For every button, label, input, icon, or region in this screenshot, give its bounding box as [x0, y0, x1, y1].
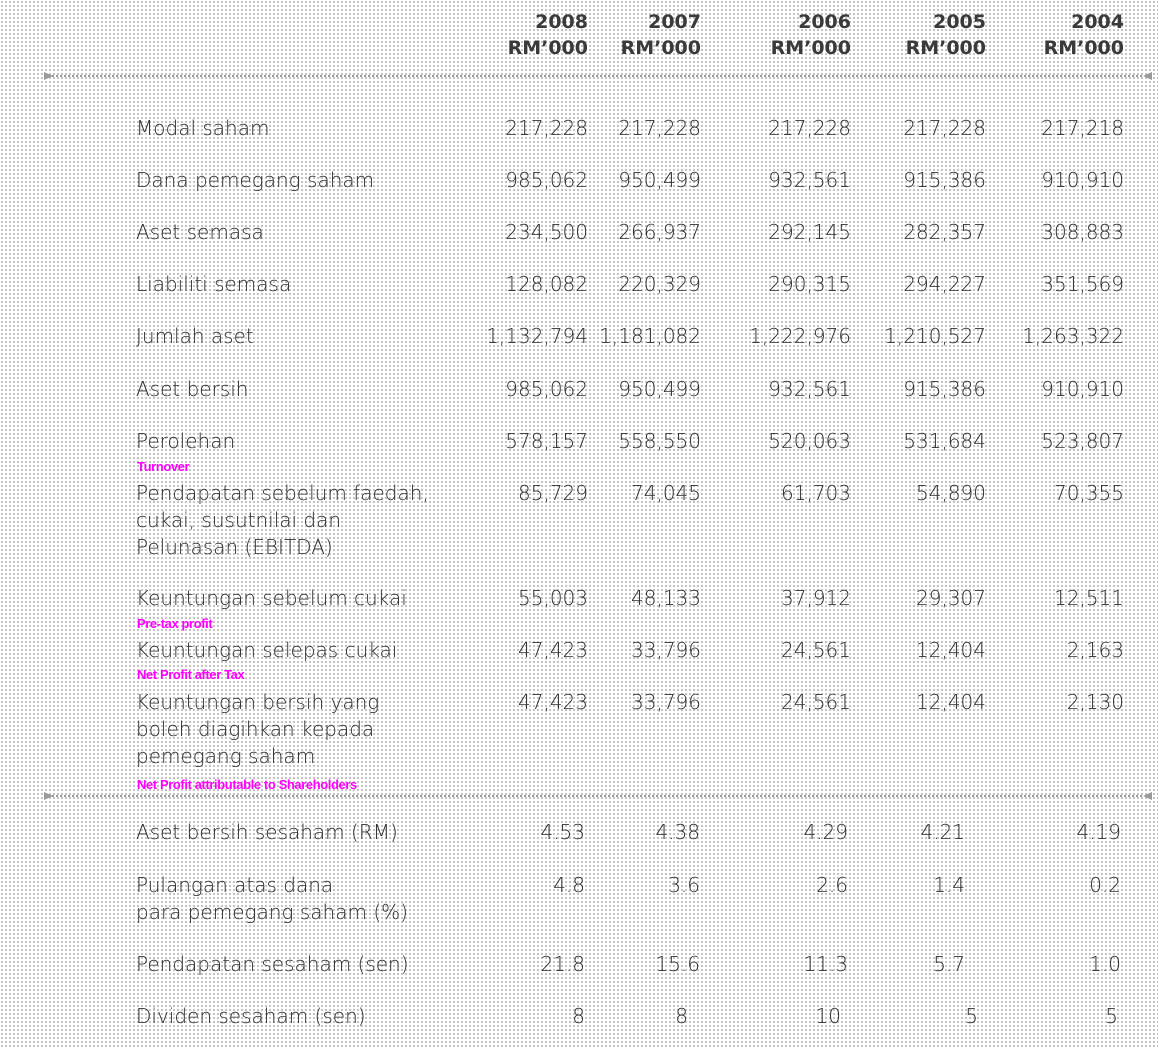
- value-cell: 1,181,082: [599, 324, 701, 348]
- value-cell: 308,883: [1041, 220, 1124, 244]
- row-label-line: cukai, susutnilai dan: [136, 508, 342, 532]
- row-label-line: Pendapatan sesaham (sen): [136, 952, 409, 976]
- value-cell: 48,133: [631, 586, 701, 610]
- row-label-line: pemegang saham: [136, 744, 316, 768]
- value-cell: 24,561: [781, 638, 851, 662]
- value-cell: 217,228: [768, 116, 851, 140]
- value-cell: 915,386: [903, 168, 986, 192]
- column-header-2005: [906, 9, 986, 61]
- value-cell: 520,063: [768, 429, 851, 453]
- row-label-line: Pulangan atas dana: [136, 873, 334, 897]
- value-cell: 29,307: [916, 586, 986, 610]
- row-label-line: Keuntungan selepas cukai: [136, 638, 398, 662]
- value-cell: 4.21: [920, 820, 965, 844]
- row-label-line: Liabiliti semasa: [136, 272, 292, 296]
- column-unit: RM’000: [507, 37, 588, 59]
- divider-line: [52, 795, 1144, 797]
- row-label-pulangan-atas-dana: [136, 872, 408, 926]
- value-cell: 1,210,527: [884, 324, 986, 348]
- column-year: 2008: [535, 11, 588, 33]
- value-cell: 2,130: [1066, 690, 1124, 714]
- divider-line: [52, 75, 1144, 77]
- value-cell: 266,937: [618, 220, 701, 244]
- row-label-line: Aset bersih sesaham (RM): [136, 820, 398, 844]
- value-cell: 15.6: [655, 952, 700, 976]
- column-unit: RM’000: [1043, 37, 1124, 59]
- value-cell: 10: [815, 1004, 841, 1028]
- value-cell: 3.6: [668, 873, 700, 897]
- value-cell: 294,227: [903, 272, 986, 296]
- row-label-aset-bersih: [136, 376, 248, 403]
- column-header-2008: [508, 9, 588, 61]
- translation-turnover: Turnover: [137, 459, 190, 474]
- value-cell: 128,082: [505, 272, 588, 296]
- row-label-line: Modal saham: [136, 116, 270, 140]
- row-label-aset-semasa: [136, 219, 264, 246]
- column-year: 2005: [933, 11, 986, 33]
- value-cell: 2,163: [1066, 638, 1124, 662]
- value-cell: 54,890: [916, 481, 986, 505]
- column-year: 2006: [798, 11, 851, 33]
- row-label-keuntungan-selepas-cukai: [136, 637, 397, 664]
- value-cell: 47,423: [518, 638, 588, 662]
- row-label-line: Aset semasa: [136, 220, 264, 244]
- column-unit: RM’000: [770, 37, 851, 59]
- row-label-dana-pemegang-saham: [136, 167, 374, 194]
- row-label-line: Aset bersih: [136, 377, 249, 401]
- row-label-line: Pelunasan (EBITDA): [136, 535, 333, 559]
- row-label-pendapatan-sesaham: [136, 951, 409, 978]
- column-header-2004: [1044, 9, 1124, 61]
- row-label-line: Keuntungan sebelum cukai: [136, 586, 407, 610]
- value-cell: 351,569: [1041, 272, 1124, 296]
- value-cell: 8: [572, 1004, 585, 1028]
- value-cell: 282,357: [903, 220, 986, 244]
- row-label-line: Dividen sesaham (sen): [136, 1004, 366, 1028]
- value-cell: 292,145: [768, 220, 851, 244]
- value-cell: 12,404: [916, 690, 986, 714]
- value-cell: 61,703: [781, 481, 851, 505]
- value-cell: 8: [675, 1004, 688, 1028]
- value-cell: 932,561: [768, 168, 851, 192]
- column-header-2006: [771, 9, 851, 61]
- row-label-line: Dana pemegang saham: [136, 168, 375, 192]
- row-label-aset-bersih-sesaham: [136, 819, 398, 846]
- value-cell: 915,386: [903, 377, 986, 401]
- value-cell: 5: [965, 1004, 978, 1028]
- row-label-ebitda: [136, 480, 429, 561]
- column-unit: RM’000: [620, 37, 701, 59]
- value-cell: 21.8: [540, 952, 585, 976]
- value-cell: 4.38: [655, 820, 700, 844]
- value-cell: 33,796: [631, 690, 701, 714]
- value-cell: 985,062: [505, 168, 588, 192]
- value-cell: 523,807: [1041, 429, 1124, 453]
- column-header-2007: [621, 9, 701, 61]
- translation-net-profit-after-tax: Net Profit after Tax: [137, 667, 245, 682]
- row-label-line: Keuntungan bersih yang: [136, 690, 380, 714]
- value-cell: 290,315: [768, 272, 851, 296]
- value-cell: 4.8: [553, 873, 585, 897]
- value-cell: 0.2: [1089, 873, 1121, 897]
- divider-right-arrow: [1143, 792, 1152, 800]
- row-label-perolehan: [136, 428, 235, 455]
- row-label-jumlah-aset: [136, 323, 254, 350]
- value-cell: 985,062: [505, 377, 588, 401]
- translation-pre-tax-profit: Pre-tax profit: [137, 616, 213, 631]
- value-cell: 234,500: [505, 220, 588, 244]
- row-label-liabiliti-semasa: [136, 271, 291, 298]
- row-label-line: boleh diagihkan kepada: [136, 717, 375, 741]
- row-label-keuntungan-sebelum-cukai: [136, 585, 407, 612]
- value-cell: 74,045: [631, 481, 701, 505]
- row-label-dividen-sesaham: [136, 1003, 366, 1030]
- value-cell: 1.4: [933, 873, 965, 897]
- value-cell: 217,228: [505, 116, 588, 140]
- value-cell: 24,561: [781, 690, 851, 714]
- value-cell: 910,910: [1041, 377, 1124, 401]
- value-cell: 70,355: [1054, 481, 1124, 505]
- value-cell: 217,218: [1041, 116, 1124, 140]
- value-cell: 1,132,794: [486, 324, 588, 348]
- row-label-keuntungan-bersih: [136, 689, 379, 770]
- row-label-line: para pemegang saham (%): [136, 900, 408, 924]
- value-cell: 33,796: [631, 638, 701, 662]
- value-cell: 4.29: [803, 820, 848, 844]
- value-cell: 2.6: [816, 873, 848, 897]
- value-cell: 1,222,976: [749, 324, 851, 348]
- value-cell: 55,003: [518, 586, 588, 610]
- value-cell: 217,228: [618, 116, 701, 140]
- value-cell: 5.7: [933, 952, 965, 976]
- column-unit: RM’000: [905, 37, 986, 59]
- row-label-line: Perolehan: [136, 429, 236, 453]
- value-cell: 47,423: [518, 690, 588, 714]
- value-cell: 910,910: [1041, 168, 1124, 192]
- value-cell: 217,228: [903, 116, 986, 140]
- value-cell: 1.0: [1089, 952, 1121, 976]
- value-cell: 558,550: [618, 429, 701, 453]
- value-cell: 5: [1105, 1004, 1118, 1028]
- value-cell: 37,912: [781, 586, 851, 610]
- value-cell: 1,263,322: [1022, 324, 1124, 348]
- row-label-line: Jumlah aset: [136, 324, 254, 348]
- value-cell: 531,684: [903, 429, 986, 453]
- value-cell: 4.53: [540, 820, 585, 844]
- divider-right-arrow: [1143, 72, 1152, 80]
- value-cell: 12,511: [1054, 586, 1124, 610]
- section-divider: [44, 792, 1152, 800]
- value-cell: 11.3: [803, 952, 848, 976]
- value-cell: 578,157: [505, 429, 588, 453]
- value-cell: 932,561: [768, 377, 851, 401]
- translation-net-profit-attributable: Net Profit attributable to Shareholders: [137, 777, 357, 792]
- row-label-line: Pendapatan sebelum faedah,: [136, 481, 429, 505]
- value-cell: 950,499: [618, 168, 701, 192]
- value-cell: 220,329: [618, 272, 701, 296]
- column-year: 2007: [648, 11, 701, 33]
- value-cell: 950,499: [618, 377, 701, 401]
- header-divider: [44, 72, 1152, 80]
- value-cell: 12,404: [916, 638, 986, 662]
- value-cell: 85,729: [518, 481, 588, 505]
- column-year: 2004: [1071, 11, 1124, 33]
- value-cell: 4.19: [1076, 820, 1121, 844]
- row-label-modal-saham: [136, 115, 269, 142]
